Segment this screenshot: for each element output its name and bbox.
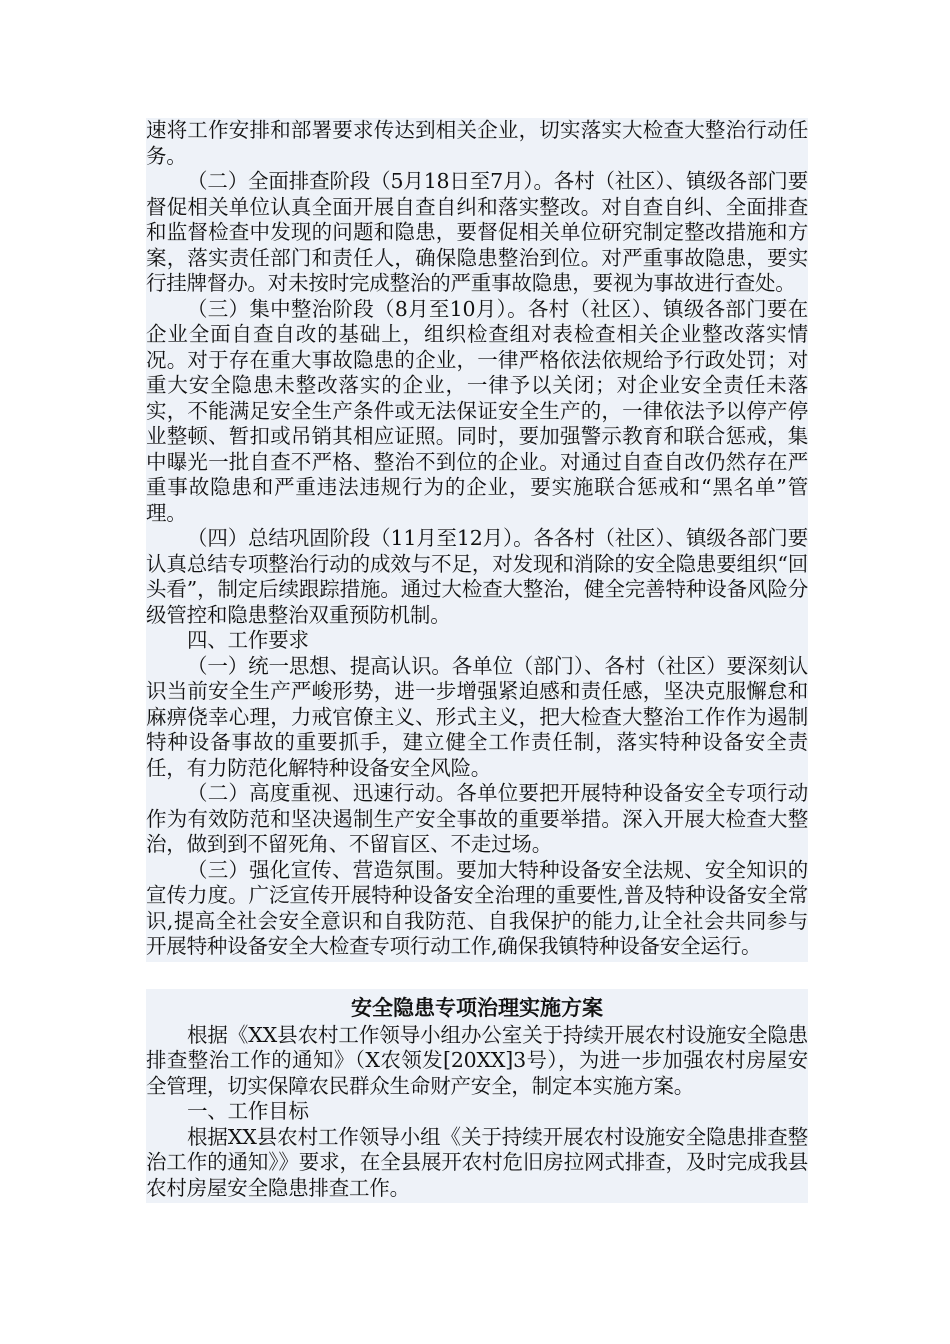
document-page [146,118,808,1203]
document-section-1 [146,118,808,962]
section-heading: 四、工作要求 [187,628,309,652]
paragraph: （二）高度重视、迅速行动。各单位要把开展特种设备安全专项行动作为有效防范和坚决遏制生产安全事故的重要举措。深入开展大检查大整治，做到到不留死角、不留盲区、不走过场。 [146,781,808,856]
section-heading: 一、工作目标 [187,1099,309,1123]
paragraph: （三）集中整治阶段（8月至10月）。各村（社区）、镇级各部门要在企业全面自查自改的基础上，组织检查组对表检查相关企业整改落实情况。对于存在重大事故隐患的企业，一律严格依法依规给予行政处罚；对重大安全隐患未整改落实的企业，一律予以关闭；对企业安全责任未落实，不能满足安全生产条件或无法保证安全生产的，一律依法予以停产停业整顿、暂扣或吊销其相应证照。同时，要加强警示教育和联合惩戒，集中曝光一批自查不严格、整治不到位的企业。对通过自查自改仍然存在严重事故隐患和严重违法违规行为的企业，要实施联合惩戒和“黑名单”管理。 [146,296,808,525]
paragraph: 根据《XX县农村工作领导小组办公室关于持续开展农村设施安全隐患排查整治工作的通知》（X农领发[20XX]3号），为进一步加强农村房屋安全管理，切实保障农民群众生命财产安全，制定本实施方案。 [146,1022,808,1098]
paragraph: （四）总结巩固阶段（11月至12月）。各各村（社区）、镇级各部门要认真总结专项整治行动的成效与不足，对发现和消除的安全隐患要组织“回头看”，制定后续跟踪措施。通过大检查大整治，健全完善特种设备风险分级管控和隐患整治双重预防机制。 [146,526,808,627]
paragraph: 速将工作安排和部署要求传达到相关企业，切实落实大检查大整治行动任务。 [146,118,808,168]
section-gap [146,962,808,989]
document-section-2 [146,989,808,1204]
paragraph: 根据XX县农村工作领导小组《关于持续开展农村设施安全隐患排查整治工作的通知》》要求，在全县展开农村危旧房拉网式排查，及时完成我县农村房屋安全隐患排查工作。 [146,1124,808,1200]
paragraph: （三）强化宣传、营造氛围。要加大特种设备安全法规、安全知识的宣传力度。广泛宣传开展特种设备安全治理的重要性,普及特种设备安全常识,提高全社会安全意识和自我防范、自我保护的能力,让全社会共同参与开展特种设备安全大检查专项行动工作,确保我镇特种设备安全运行。 [146,857,808,958]
paragraph: （一）统一思想、提高认识。各单位（部门）、各村（社区）要深刻认识当前安全生产严峻形势，进一步增强紧迫感和责任感，坚决克服懈怠和麻痹侥幸心理，力戒官僚主义、形式主义，把大检查大整治工作作为遏制特种设备事故的重要抓手，建立健全工作责任制，落实特种设备安全责任，有力防范化解特种设备安全风险。 [146,653,808,780]
document-title: 安全隐患专项治理实施方案 [351,994,603,1020]
paragraph: （二）全面排查阶段（5月18日至7月）。各村（社区）、镇级各部门要督促相关单位认真全面开展自查自纠和落实整改。对自查自纠、全面排查和监督检查中发现的问题和隐患，要督促相关单位研究制定整改措施和方案，落实责任部门和责任人，确保隐患整治到位。对严重事故隐患，要实行挂牌督办。对未按时完成整治的严重事故隐患，要视为事故进行查处。 [146,169,808,295]
